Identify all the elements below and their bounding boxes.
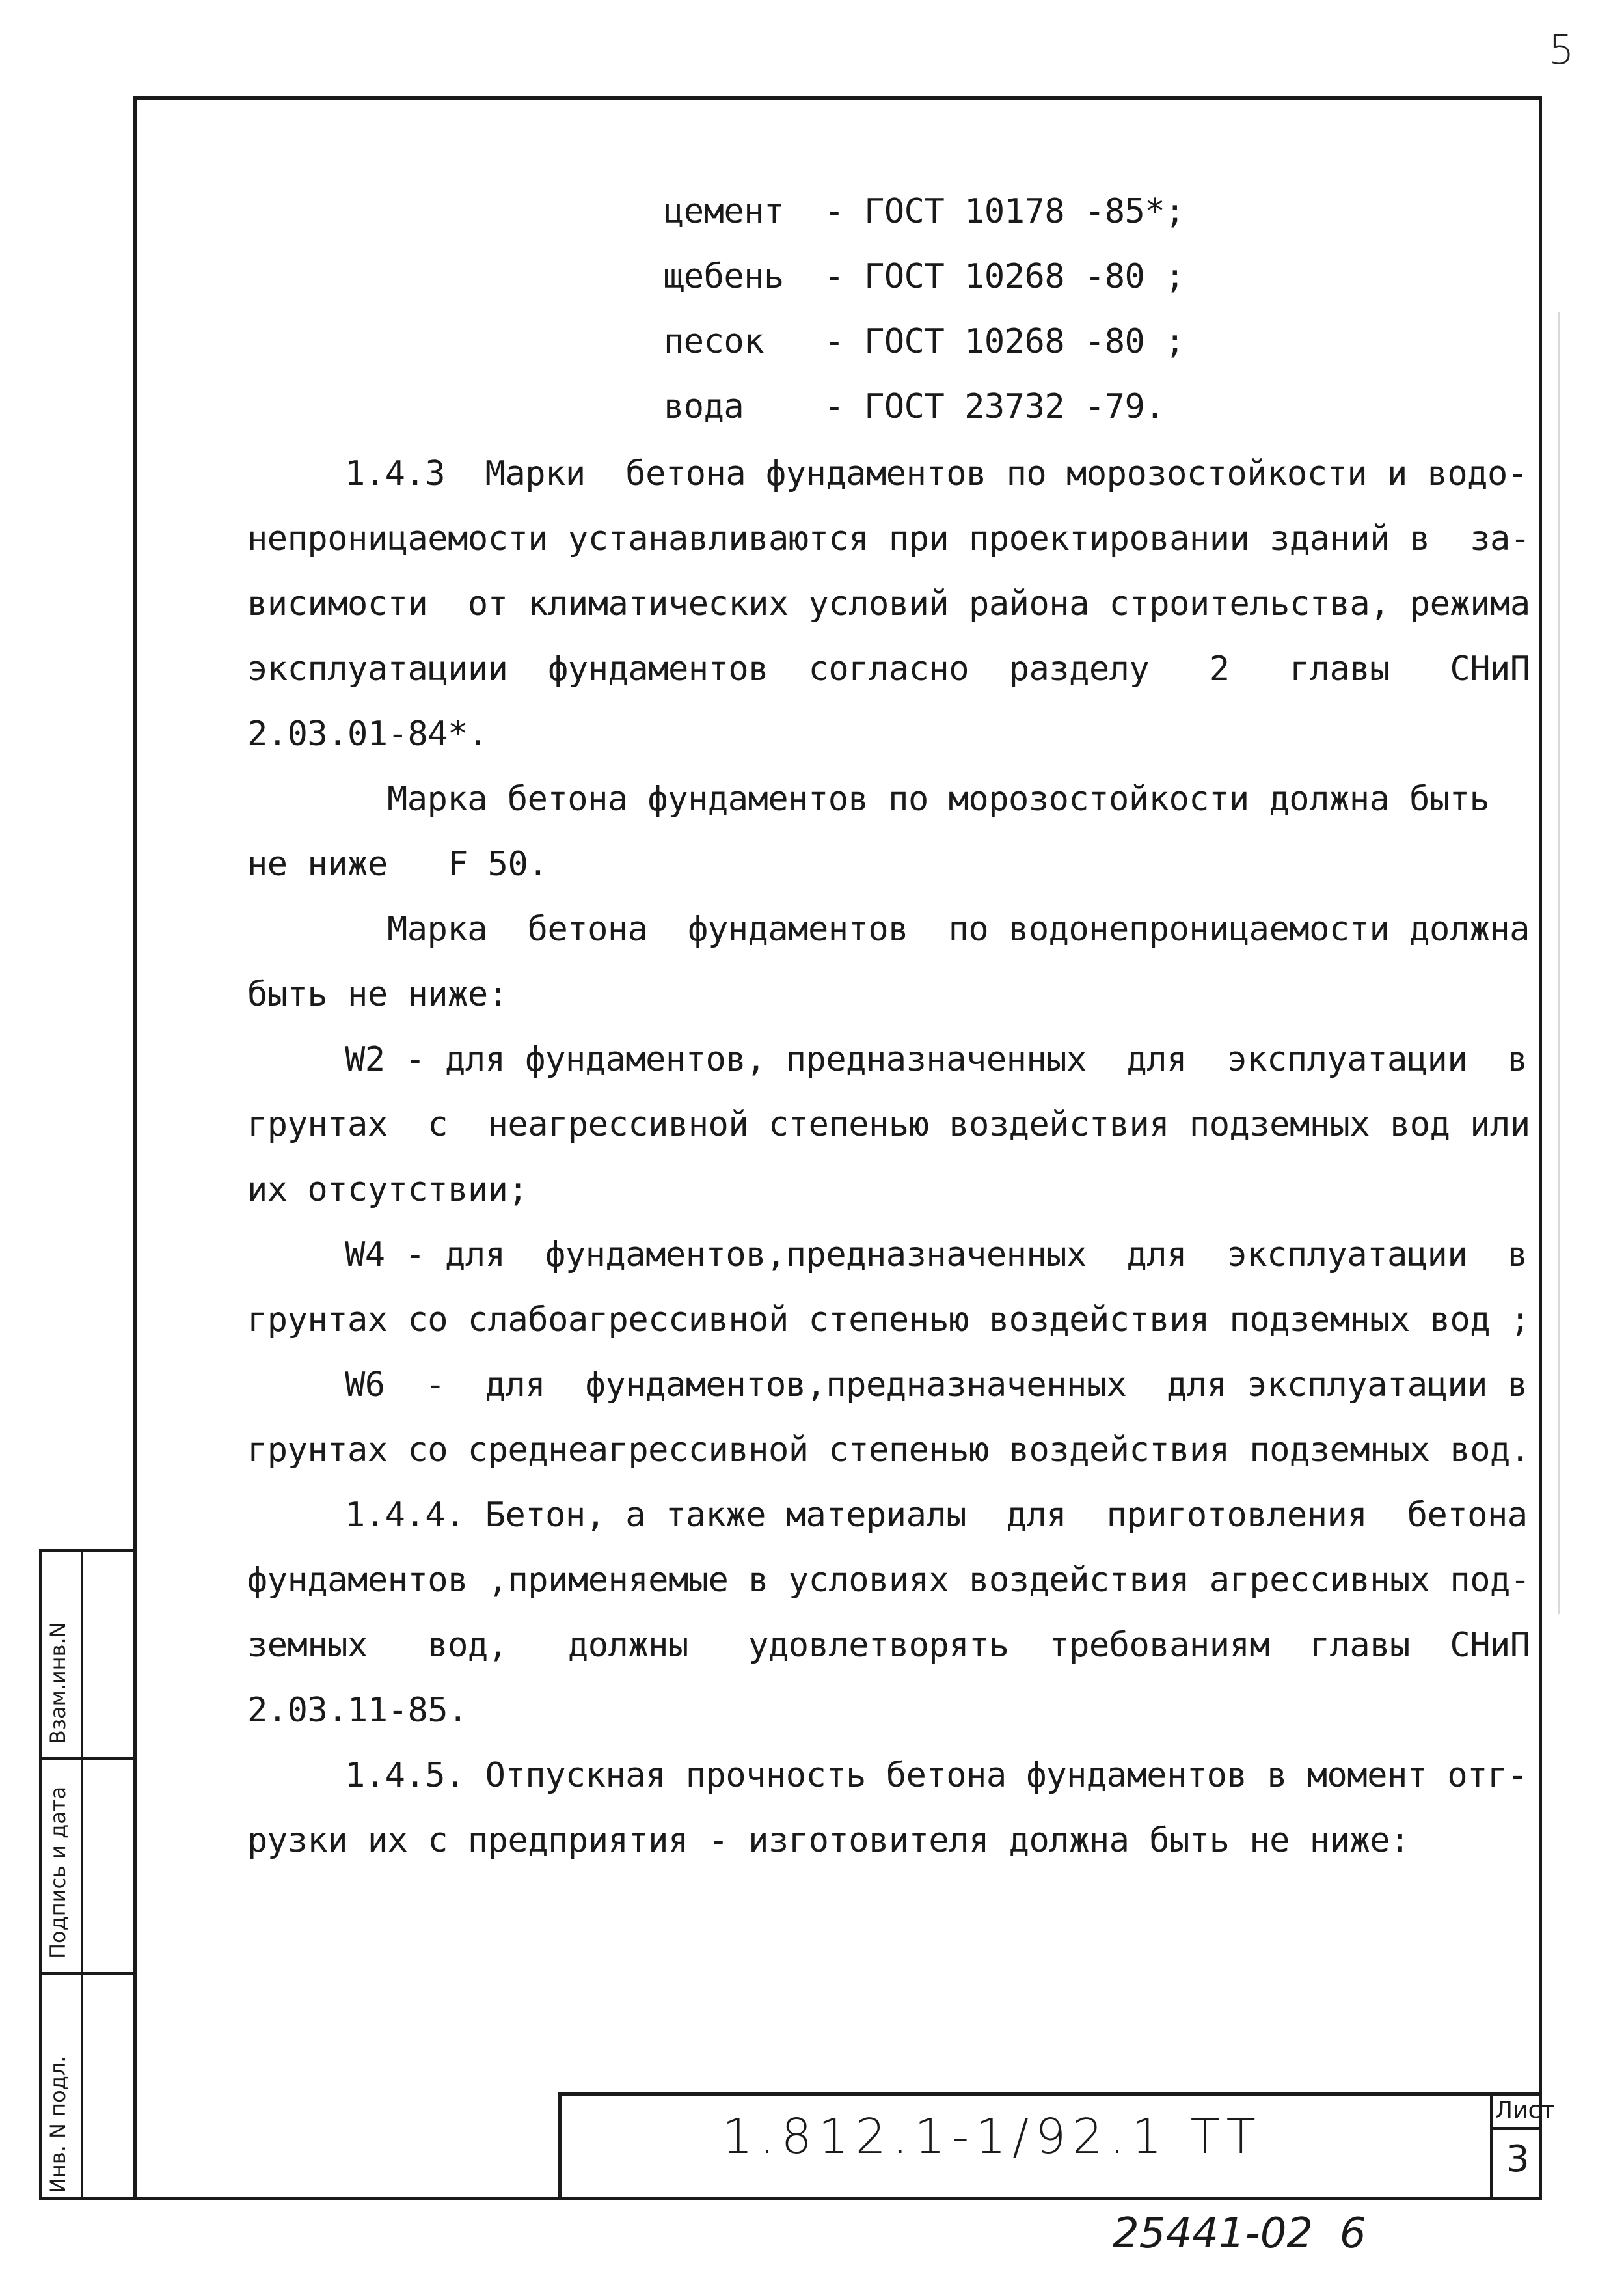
material-line-gravel: щебень - ГОСТ 10268 -80 ; <box>664 257 1185 296</box>
title-block-sheet-separator <box>1490 2127 1542 2130</box>
body-line: 2.03.11-85. <box>247 1691 468 1730</box>
sheet-number: 3 <box>1506 2138 1530 2180</box>
title-block-divider <box>1490 2092 1493 2200</box>
page-number: 5 <box>1549 26 1575 74</box>
body-line: быть не ниже: <box>247 975 508 1014</box>
w2-line: W2 - для фундаментов, предназначенных для эксплуатации в <box>345 1040 1528 1079</box>
document-code: 1.812.1-1/92.1 ТТ <box>722 2109 1262 2165</box>
material-line-sand: песок - ГОСТ 10268 -80 ; <box>664 322 1185 361</box>
body-line: их отсутствии; <box>247 1170 528 1209</box>
body-line: висимости от климатических условий района строительства, режима <box>247 584 1530 624</box>
body-line: грунтах со слабоагрессивной степенью воздействия подземных вод ; <box>247 1300 1530 1339</box>
body-line: рузки их с предприятия - изготовителя должна быть не ниже: <box>247 1821 1410 1860</box>
side-label-substitute: Взам.инв.N <box>46 1622 70 1744</box>
side-label-signature-date: Подпись и дата <box>46 1786 70 1959</box>
body-line: грунтах со среднеагрессивной степенью воздействия подземных вод. <box>247 1431 1530 1470</box>
body-line: эксплуатациии фундаментов согласно разделу 2 главы СНиП <box>247 650 1530 689</box>
archive-code: 25441-02 6 <box>1113 2210 1366 2258</box>
scan-artifact-line <box>1558 312 1560 1614</box>
frost-resistance-line: Марка бетона фундаментов по морозостойкости должна быть <box>387 780 1490 819</box>
clause-1-4-5-line: 1.4.5. Отпускная прочность бетона фундаментов в момент отг- <box>345 1756 1528 1795</box>
body-line: непроницаемости устанавливаются при проектировании зданий в за- <box>247 519 1530 558</box>
body-line: фундаментов ,применяемые в условиях воздействия агрессивных под- <box>247 1561 1530 1600</box>
body-line: грунтах с неагрессивной степенью воздействия подземных вод или <box>247 1105 1530 1144</box>
sheet-label: Лист <box>1495 2097 1555 2124</box>
side-label-inventory-original: Инв. N подл. <box>46 2055 70 2193</box>
water-resistance-line: Марка бетона фундаментов по водонепроницаемости должна <box>387 910 1530 949</box>
material-line-cement: цемент - ГОСТ 10178 -85*; <box>664 192 1185 231</box>
body-line: земных вод, должны удовлетворять требованиям главы СНиП <box>247 1626 1530 1665</box>
material-line-water: вода - ГОСТ 23732 -79. <box>664 387 1165 426</box>
side-strip-row-separator <box>39 1757 133 1760</box>
side-strip-divider <box>81 1549 83 2200</box>
w6-line: W6 - для фундаментов,предназначенных для эксплуатации в <box>345 1365 1528 1405</box>
clause-1-4-3-line: 1.4.3 Марки бетона фундаментов по морозостойкости и водо- <box>345 454 1528 493</box>
clause-1-4-4-line: 1.4.4. Бетон, а также материалы для приготовления бетона <box>345 1496 1528 1535</box>
side-strip-row-separator <box>39 1972 133 1975</box>
w4-line: W4 - для фундаментов,предназначенных для эксплуатации в <box>345 1235 1528 1274</box>
body-line: не ниже F 50. <box>247 845 548 884</box>
body-line: 2.03.01-84*. <box>247 715 488 754</box>
